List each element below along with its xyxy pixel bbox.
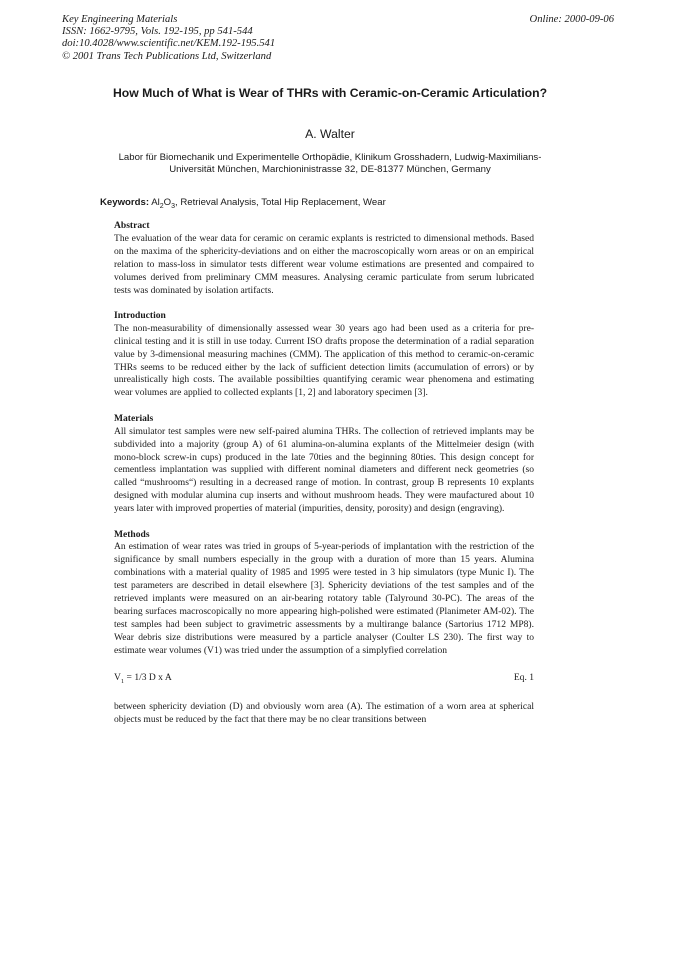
methods-text: An estimation of wear rates was tried in groups of 5-year-periods of implantation with the restriction of the significance by small numbers especially in the group with a duration of more than 15 years. Alumina combinations with a material quality of 1985 and 1995 were tested in 3 hip simulators (type Munic I). The test parameters are described in detail elsewhere [3]. Sphericity deviations of the test samples and of the retrieved implants were measured on an air-bearing rotatory table (Talyround 30-PC). The areas of the bearing surfaces macroscopically no more appearing high-polished were estimated (Planimeter AM-02). The test samples had been subject to gravimetric assessments by a multirange balance (Sartorius 1712 MP8). Wear debris size distributions were measured by a particle analyser (Coulter LS 230). The first way to estimate wear volumes (V1) was tried under the assumption of a simplyfied correlation xyxy=(114,541,534,656)
abstract-section xyxy=(114,220,534,297)
keywords-label: Keywords: xyxy=(100,197,150,208)
keywords-line xyxy=(100,197,386,213)
abstract-heading: Abstract xyxy=(114,220,150,231)
body-column xyxy=(114,220,534,739)
methods-heading: Methods xyxy=(114,528,150,540)
keywords-formula: $Al_2O_3$ xyxy=(151,197,175,210)
online-date: Online: 2000-09-06 xyxy=(529,14,614,25)
introduction-text: The non-measurability of dimensionally assessed wear 30 years ago had been used as a criteria for pre-clinical testing and it is still in use today. Current ISO drafts propose the determination of a radial separation value by 3-dimensional measuring machines (CMM). The application of this method to ceramic-on-ceramic THRs seems to be reduced either by the lack of sufficient detection limits (accumulation of errors) or by unrealistically high costs. The available possibilties quantifying ceramic wear phenomena and estimating wear volumes are applied to collected explants [1, 2] and laboratory specimen [3]. xyxy=(114,322,534,399)
journal-header xyxy=(62,14,275,63)
introduction-heading: Introduction xyxy=(114,309,166,321)
author-name: A. Walter xyxy=(305,127,355,141)
materials-heading: Materials xyxy=(114,412,154,424)
materials-section xyxy=(114,413,534,516)
keywords-list: , Retrieval Analysis, Total Hip Replacement, Wear xyxy=(175,197,386,208)
materials-text: All simulator test samples were new self-paired alumina THRs. The collection of retrieved implants may be subdivided into a majority (group A) of 61 alumina-on-alumina explants of the Mittelmeier design (with mono-block screw-in cups) produced in the late 70ties and the beginning 80ties. This design concept for cementless implantation was supplied with different nominal diameters and different neck geometries (so called “mushrooms“) resulting in a decreased range of motion. In contrast, group B represents 10 explants designed with modular alumina cup inserts and without mushroom heads. They were maufactured about 10 years later with improved properties of material (impurities, density, porosity) and design (engraving). xyxy=(114,425,534,515)
methods-section xyxy=(114,529,534,727)
introduction-section xyxy=(114,310,534,400)
copyright-line: © 2001 Trans Tech Publications Ltd, Switzerland xyxy=(62,50,272,62)
doi-line[interactable]: doi:10.4028/www.scientific.net/KEM.192-195.541 xyxy=(62,38,276,50)
journal-name: Key Engineering Materials xyxy=(62,14,178,25)
abstract-text: The evaluation of the wear data for ceramic on ceramic explants is restricted to dimensional methods. Based on the maxima of the sphericity-deviations and on either the macroscopically worn areas or on an empirical relation to mass-loss in simulator tests different wear volume estimations are presented and compaired to volumes derived from preliminary CMM measures. Analysing ceramic particulate from serum lubricated tests was dominated by isolation artifacts. xyxy=(114,232,534,296)
author-affiliation: Labor für Biomechanik und Experimentelle Orthopädie, Klinikum Grosshadern, Ludwig-Maximilians-Universität München, Marchioninistrasse 32, DE-81377 München, Germany xyxy=(118,152,542,175)
equation-1 xyxy=(114,672,534,685)
methods-continuation-text: between sphericity deviation (D) and obviously worn area (A). The estimation of a worn area at spherical objects must be reduced by the fact that there may be no clear transitions between xyxy=(114,700,534,725)
equation-number: Eq. 1 xyxy=(513,671,534,683)
issn-line: ISSN: 1662-9795, Vols. 192-195, pp 541-544 xyxy=(62,26,253,38)
equation-formula: $V_1 = 1/3$ D x A xyxy=(114,671,172,685)
paper-title: How Much of What is Wear of THRs with Ceramic-on-Ceramic Articulation? xyxy=(112,86,548,100)
